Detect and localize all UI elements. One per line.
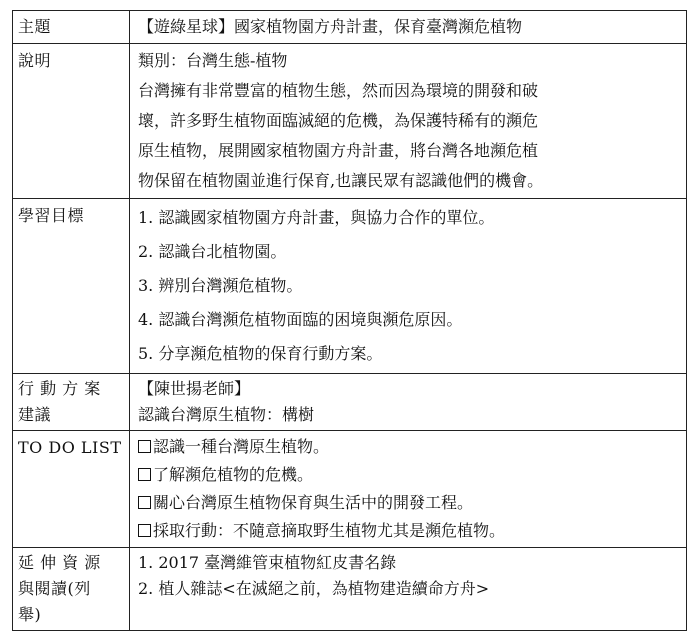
- todo-item: [138, 461, 681, 489]
- title-label: 主題: [13, 11, 130, 44]
- todo-list: [130, 431, 687, 548]
- checkbox-icon[interactable]: [138, 440, 151, 453]
- todo-item-text: 採取行動：不隨意摘取野生植物尤其是瀕危植物。: [153, 521, 506, 540]
- resources-row: [13, 548, 687, 631]
- description-category: 類別：台灣生態-植物: [138, 51, 288, 70]
- title-row: [13, 11, 687, 44]
- learning-goals-row: [13, 199, 687, 374]
- todo-label: TO DO LIST: [13, 431, 130, 548]
- todo-item-text: 關心台灣原生植物保育與生活中的開發工程。: [153, 493, 474, 512]
- description-line: 壞，許多野生植物面臨滅絕的危機，為保護特稀有的瀕危: [138, 111, 539, 130]
- action-plan-topic: 認識台灣原生植物：構樹: [138, 405, 315, 424]
- resources-label: [13, 548, 130, 631]
- description-line: 物保留在植物園並進行保育,也讓民眾有認識他們的機會。: [138, 171, 544, 190]
- description-value: [130, 44, 687, 199]
- learning-goals-label: 學習目標: [13, 199, 130, 374]
- checkbox-icon[interactable]: [138, 468, 151, 481]
- action-plan-row: [13, 374, 687, 431]
- resources-label-line: 延 伸 資 源: [18, 553, 101, 572]
- lesson-plan-table: [12, 10, 687, 631]
- todo-item-text: 了解瀕危植物的危機。: [153, 465, 314, 484]
- action-plan-label-line: 建議: [18, 405, 52, 424]
- todo-item: [138, 517, 681, 545]
- resources-list: [130, 548, 687, 631]
- todo-item-text: 認識一種台灣原生植物。: [153, 437, 330, 456]
- learning-goal-item: 4. 認識台灣瀕危植物面臨的困境與瀕危原因。: [138, 310, 463, 329]
- resource-item: 2. 植人雜誌<在滅絕之前，為植物建造續命方舟>: [138, 579, 490, 598]
- learning-goal-item: 1. 認識國家植物園方舟計畫，與協力合作的單位。: [138, 208, 495, 227]
- action-plan-label: [13, 374, 130, 431]
- checkbox-icon[interactable]: [138, 524, 151, 537]
- resources-label-line: 舉): [18, 605, 42, 624]
- todo-item: [138, 433, 681, 461]
- action-plan-label-line: 行 動 方 案: [18, 379, 101, 398]
- learning-goal-item: 3. 辨別台灣瀕危植物。: [138, 276, 303, 295]
- resources-label-line: 與閱讀(列: [18, 579, 91, 598]
- learning-goal-item: 2. 認識台北植物園。: [138, 242, 287, 261]
- description-row: [13, 44, 687, 199]
- title-value: 【遊綠星球】國家植物園方舟計畫，保育臺灣瀕危植物: [130, 11, 687, 44]
- description-line: 原生植物，展開國家植物園方舟計畫，將台灣各地瀕危植: [138, 141, 539, 160]
- action-plan-teacher: 【陳世揚老師】: [138, 379, 251, 398]
- todo-row: [13, 431, 687, 548]
- checkbox-icon[interactable]: [138, 496, 151, 509]
- description-line: 台灣擁有非常豐富的植物生態，然而因為環境的開發和破: [138, 81, 539, 100]
- learning-goals-list: [130, 199, 687, 374]
- action-plan-value: [130, 374, 687, 431]
- description-label: 說明: [13, 44, 130, 199]
- resource-item: 1. 2017 臺灣維管束植物紅皮書名錄: [138, 553, 397, 572]
- todo-item: [138, 489, 681, 517]
- learning-goal-item: 5. 分享瀕危植物的保育行動方案。: [138, 344, 383, 363]
